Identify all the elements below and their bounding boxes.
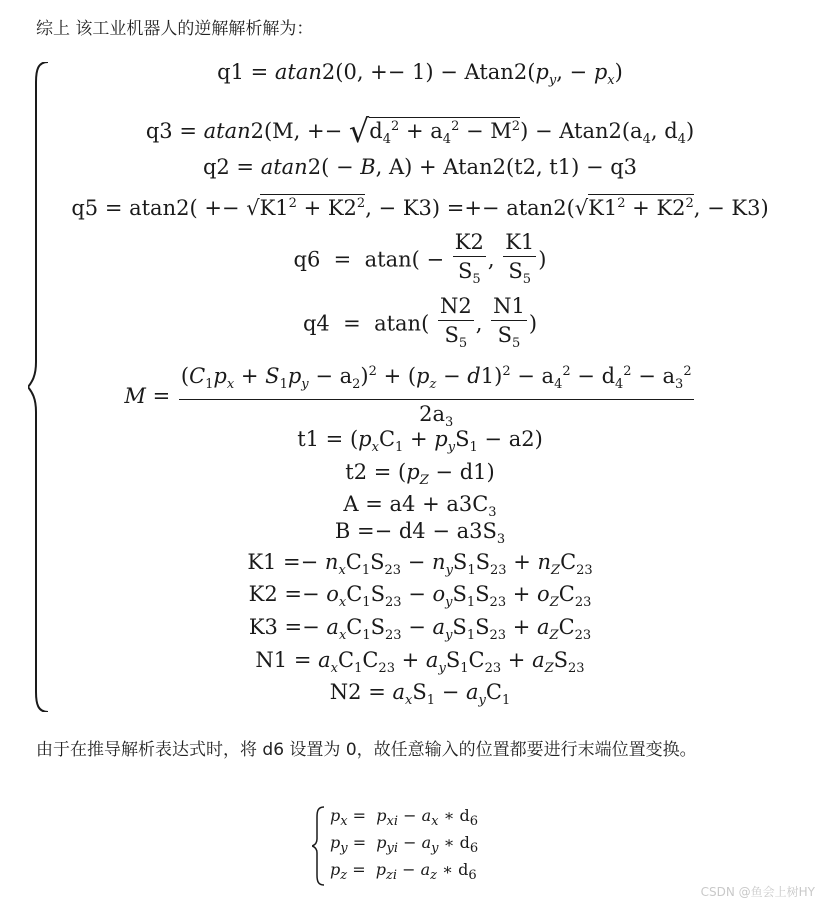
intro-text: 综上 该工业机器人的逆解解析解为： <box>36 19 314 39</box>
eq-pz: $p_z = p_{zi} - a_z$ ∗ $d_6$ <box>330 860 477 884</box>
eq-t2: $t2 = (p_Z - d1)$ <box>345 460 495 489</box>
watermark: CSDN @鱼会上树HY <box>700 885 815 899</box>
eq-t1: $t1 = (p_xC_1 + p_yS_1 - a2)$ <box>297 427 543 456</box>
eq-N2: $N2 = a_xS_1 - a_yC_1$ <box>329 680 511 709</box>
eq-q3: q3 = atan2(M, +− $√d_4^2 + a_4^2 - M^2) - Atan2(a_4$, $d_4$) <box>145 112 695 150</box>
eq-q4: q4 = atan( $\frac{N2}{S_5}$ , $\frac{N1}{S_5}$ ) <box>302 294 538 352</box>
eq-q5: $q5 = atan2( +- √K1^2 + K2^2$, − K3) =+− $atan2(√K1^2 + K2^2$, − K3) <box>71 196 769 220</box>
eq-q6: q6 = atan( − $\frac{K2}{S_5}$ , $\frac{K1}{S_5}$ ) <box>293 230 547 288</box>
eq-B: $B =- d4 - a3S_3$ <box>334 519 506 548</box>
note-text: 由于在推导解析表达式时，将 d6 设置为 0，故任意输入的位置都要进行末端位置变换。 <box>36 740 697 760</box>
eq-q2: q2 = atan2( − B, A) + Atan2(t2, t1) − q3 <box>202 155 638 179</box>
eq-px: $p_x = p_{xi} - a_x$ ∗ $d_6$ <box>330 806 479 830</box>
eq-A: $A = a4 + a3C_3$ <box>343 492 497 521</box>
eq-py: $p_y = p_{yi} - a_y$ ∗ $d_6$ <box>330 833 479 857</box>
eq-K2: $K2 =- o_xC_1S_{23} - o_yS_1S_{23} + o_ZC_{23}$ <box>248 582 592 611</box>
eq-K1: $K1 =- n_xC_1S_{23} - n_yS_1S_{23} + n_ZC_{23}$ <box>247 550 593 579</box>
eq-q1: q1 = atan2(0, +− $1) - Atan2(p_y$, − $p_x$) <box>217 60 623 89</box>
eq-N1: $N1 = a_xC_1C_{23} + a_yS_1C_{23} + a_ZS_{23}$ <box>255 648 585 677</box>
eq-M: M = $\frac{(C_1p_x + S_1p_y - a_2)^2 + (p_z - d1)^2 - a_4^2 - d_4^2 - a_3^2}{2a_3}$ <box>60 358 760 437</box>
eq-K3: $K3 =- a_xC_1S_{23} - a_yS_1S_{23} + a_ZC_{23}$ <box>248 615 592 644</box>
